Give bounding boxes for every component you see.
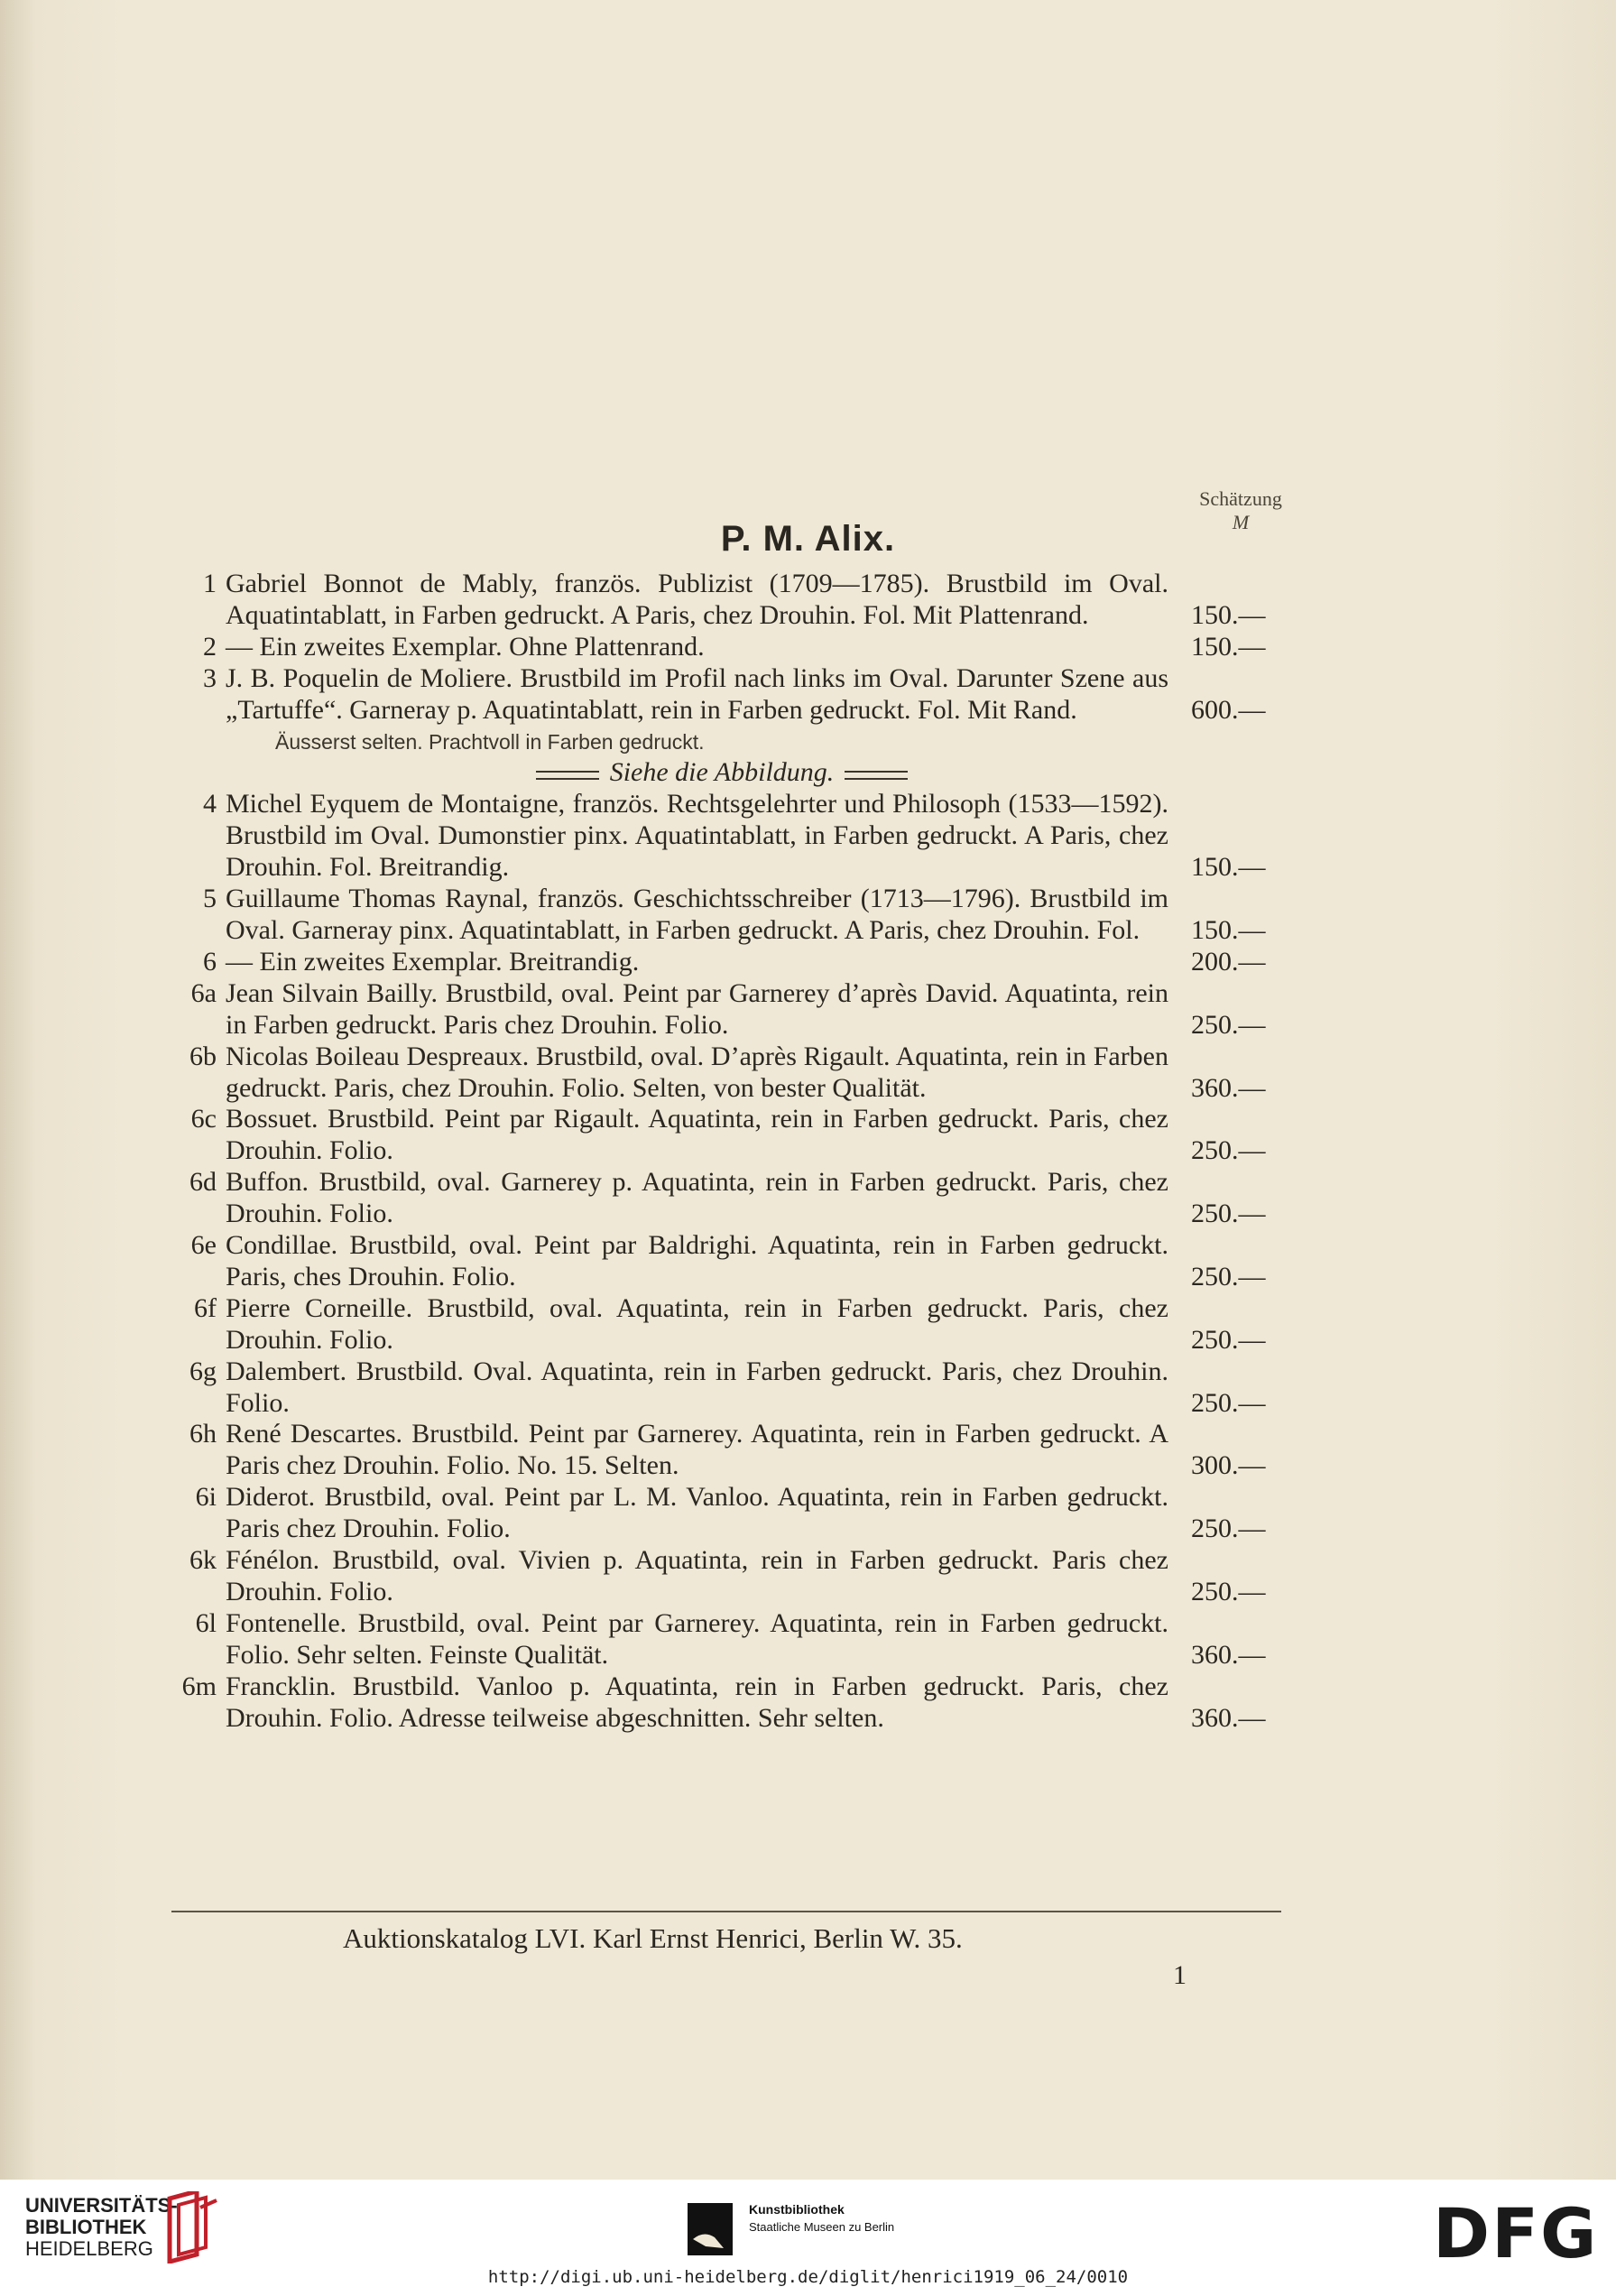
entry-description: Jean Silvain Bailly. Brustbild, oval. Peint par Garnerey d’après David. Aquatinta, rein in Farben gedruckt. Paris chez Drouhin. Folio. (226, 977, 1168, 1040)
entry-body (226, 663, 1290, 727)
entry-price: 250.— (1191, 1135, 1266, 1166)
entry-number: 6m (181, 1671, 217, 1701)
entry-body (226, 1419, 1290, 1482)
entry-price: 250.— (1191, 1199, 1266, 1229)
entry-price: 250.— (1191, 1387, 1266, 1418)
entry-description: Nicolas Boileau Despreaux. Brustbild, oval. D’après Rigault. Aquatinta, rein in Farben gedruckt. Paris, chez Drouhin. Folio. Selten, von bester Qualität. (226, 1041, 1168, 1103)
entry-description: Condillae. Brustbild, oval. Peint par Baldrighi. Aquatinta, rein in Farben gedruckt. Paris, ches Drouhin. Folio. (226, 1230, 1168, 1292)
catalog-entry (162, 632, 1290, 663)
uni-line-2: BIBLIOTHEK (25, 2216, 147, 2238)
entry-price: 250.— (1191, 1577, 1266, 1606)
entry-description: Guillaume Thomas Raynal, französ. Geschichtsschreiber (1713—1796). Brustbild im Oval. Garneray pinx. Aquatintablatt, in Farben gedruckt. A Paris, chez Drouhin. Fol. (226, 884, 1168, 945)
entry-body (226, 1545, 1290, 1608)
uni-line-1: UNIVERSITÄTS- (25, 2194, 178, 2217)
kb-line-2: Staatliche Museen zu Berlin (749, 2220, 895, 2234)
catalog-entry (162, 1230, 1290, 1293)
entry-number: 1 (203, 569, 217, 598)
entry-price: 150.— (1191, 914, 1266, 945)
double-rule-right (845, 771, 908, 780)
entry-body (226, 1608, 1290, 1671)
entry-description: Pierre Corneille. Brustbild, oval. Aquatinta, rein in Farben gedruckt. Paris, chez Drouhin. Folio. (226, 1292, 1168, 1355)
catalog-entry (162, 1545, 1290, 1608)
entry-description: Fontenelle. Brustbild, oval. Peint par Garnerey. Aquatinta, rein in Farben gedruckt. Folio. Sehr selten. Feinste Qualität. (226, 1607, 1168, 1670)
entry-description: J. B. Poquelin de Moliere. Brustbild im Profil nach links im Oval. Darunter Szene aus „Tartuffe“. Garneray p. Aquatintablatt, rein in Farben gedruckt. Fol. Mit Rand. (226, 662, 1168, 725)
entry-number: 3 (203, 662, 217, 693)
entry-number: 6c (190, 1104, 217, 1134)
entry-price: 360.— (1191, 1702, 1266, 1733)
catalog-entry (162, 1608, 1290, 1671)
entry-price: 150.— (1191, 852, 1266, 883)
entry-price: 200.— (1191, 946, 1266, 977)
catalog-entry (162, 1042, 1290, 1105)
catalog-entry (162, 1671, 1290, 1735)
footer-rule (171, 1911, 1281, 1912)
entry-description: — Ein zweites Exemplar. Breitrandig. (226, 946, 640, 977)
estimate-label: Schätzung (1199, 487, 1282, 510)
entry-number: 6a (190, 977, 217, 1008)
entry-number: 5 (203, 884, 217, 914)
catalog-entry (162, 884, 1290, 947)
entry-number: 6b (189, 1041, 217, 1071)
entry-body (226, 1104, 1290, 1167)
catalog-entry (162, 1167, 1290, 1230)
catalog-entry (162, 1356, 1290, 1420)
entry-number: 4 (203, 789, 217, 819)
entry-price: 300.— (1191, 1450, 1266, 1481)
entry-price: 360.— (1191, 1072, 1266, 1103)
uni-heidelberg-label (25, 2195, 178, 2260)
entry-price: 150.— (1191, 599, 1266, 630)
entry-number: 6i (195, 1482, 217, 1513)
entry-number: 6 (203, 946, 217, 977)
uni-heidelberg-logo-icon (161, 2191, 224, 2264)
entry-number: 2 (203, 631, 217, 662)
entry-body (226, 978, 1290, 1042)
entry-price: 360.— (1191, 1639, 1266, 1670)
catalog-entries (162, 569, 1290, 1735)
entry-body (226, 1293, 1290, 1356)
entry-number: 6k (189, 1545, 217, 1576)
entry-price: 250.— (1191, 1324, 1266, 1355)
catalog-entry (162, 789, 1290, 884)
source-url[interactable]: http://digi.ub.uni-heidelberg.de/diglit/henrici1919_06_24/0010 (487, 2267, 1129, 2287)
entry-body (226, 1482, 1290, 1545)
catalog-entry (162, 663, 1290, 727)
see-illustration-text: Siehe die Abbildung. (609, 757, 835, 788)
currency-mark: M (1232, 511, 1250, 533)
catalog-entry (162, 978, 1290, 1042)
entry-number: 6h (189, 1419, 217, 1449)
catalog-entry (162, 1482, 1290, 1545)
catalog-entry (162, 947, 1290, 978)
catalog-entry (162, 1293, 1290, 1356)
catalog-entry (162, 1419, 1290, 1482)
entry-description: Bossuet. Brustbild. Peint par Rigault. Aquatinta, rein in Farben gedruckt. Paris, chez Drouhin. Folio. (226, 1104, 1168, 1166)
see-illustration (162, 757, 1173, 789)
entry-number: 6g (189, 1356, 217, 1386)
uni-line-3: HEIDELBERG (25, 2237, 153, 2260)
entry-note: Äusserst selten. Prachtvoll in Farben gedruckt. (275, 729, 705, 754)
section-title: P. M. Alix. (720, 519, 896, 559)
entry-body (226, 1671, 1290, 1735)
entry-price: 150.— (1191, 631, 1266, 662)
entry-number: 6l (195, 1607, 217, 1638)
kunstbibliothek-label (749, 2200, 894, 2236)
entry-description: Fénélon. Brustbild, oval. Vivien p. Aquatinta, rein in Farben gedruckt. Paris chez Drouhin. Folio. (226, 1545, 1168, 1606)
entry-description: Diderot. Brustbild, oval. Peint par L. M. Vanloo. Aquatinta, rein in Farben gedruckt. Paris chez Drouhin. Folio. (226, 1482, 1168, 1544)
entry-price: 250.— (1191, 1261, 1266, 1292)
entry-description: René Descartes. Brustbild. Peint par Garnerey. Aquatinta, rein in Farben gedruckt. A Paris chez Drouhin. Folio. No. 15. Selten. (226, 1419, 1168, 1481)
page-number: 1 (1173, 1960, 1187, 1990)
entry-description: Dalembert. Brustbild. Oval. Aquatinta, rein in Farben gedruckt. Paris, chez Drouhin. Folio. (226, 1356, 1168, 1418)
entry-body (226, 789, 1290, 884)
kb-line-1: Kunstbibliothek (749, 2202, 845, 2217)
entry-description: — Ein zweites Exemplar. Ohne Plattenrand. (226, 631, 705, 662)
kunstbibliothek-logo-icon (688, 2203, 733, 2255)
entry-number: 6e (190, 1230, 217, 1261)
dfg-logo: DFG (1433, 2193, 1599, 2273)
entry-description: Buffon. Brustbild, oval. Garnerey p. Aquatinta, rein in Farben gedruckt. Paris, chez Drouhin. Folio. (226, 1167, 1168, 1229)
entry-body (226, 1356, 1290, 1420)
catalog-footer: Auktionskatalog LVI. Karl Ernst Henrici, Berlin W. 35. (343, 1922, 963, 1954)
entry-description: Michel Eyquem de Montaigne, französ. Rechtsgelehrter und Philosoph (1533—1592). Brustbild im Oval. Dumonstier pinx. Aquatintablatt, in Farben gedruckt. A Paris, chez Drouhin. Fol. Breitrandig. (226, 789, 1168, 883)
entry-body (226, 1167, 1290, 1230)
entry-body (226, 1230, 1290, 1293)
entry-body (226, 632, 1290, 663)
entry-price: 250.— (1191, 1514, 1266, 1544)
entry-description: Gabriel Bonnot de Mably, französ. Publizist (1709—1785). Brustbild im Oval. Aquatintablatt, in Farben gedruckt. A Paris, chez Drouhin. Fol. Mit Plattenrand. (226, 569, 1168, 630)
entry-number: 6d (189, 1167, 217, 1198)
entry-number: 6f (194, 1292, 217, 1323)
double-rule-left (536, 771, 599, 780)
entry-body (226, 884, 1290, 947)
entry-price: 600.— (1191, 694, 1266, 725)
entry-description: Francklin. Brustbild. Vanloo p. Aquatinta, rein in Farben gedruckt. Paris, chez Drouhin. Folio. Adresse teilweise abgeschnitten. Sehr selten. (226, 1671, 1168, 1733)
entry-body (226, 569, 1290, 632)
entry-price: 250.— (1191, 1009, 1266, 1040)
catalog-entry (162, 1104, 1290, 1167)
catalog-entry (162, 569, 1290, 632)
entry-body (226, 947, 1290, 978)
entry-body (226, 1042, 1290, 1105)
